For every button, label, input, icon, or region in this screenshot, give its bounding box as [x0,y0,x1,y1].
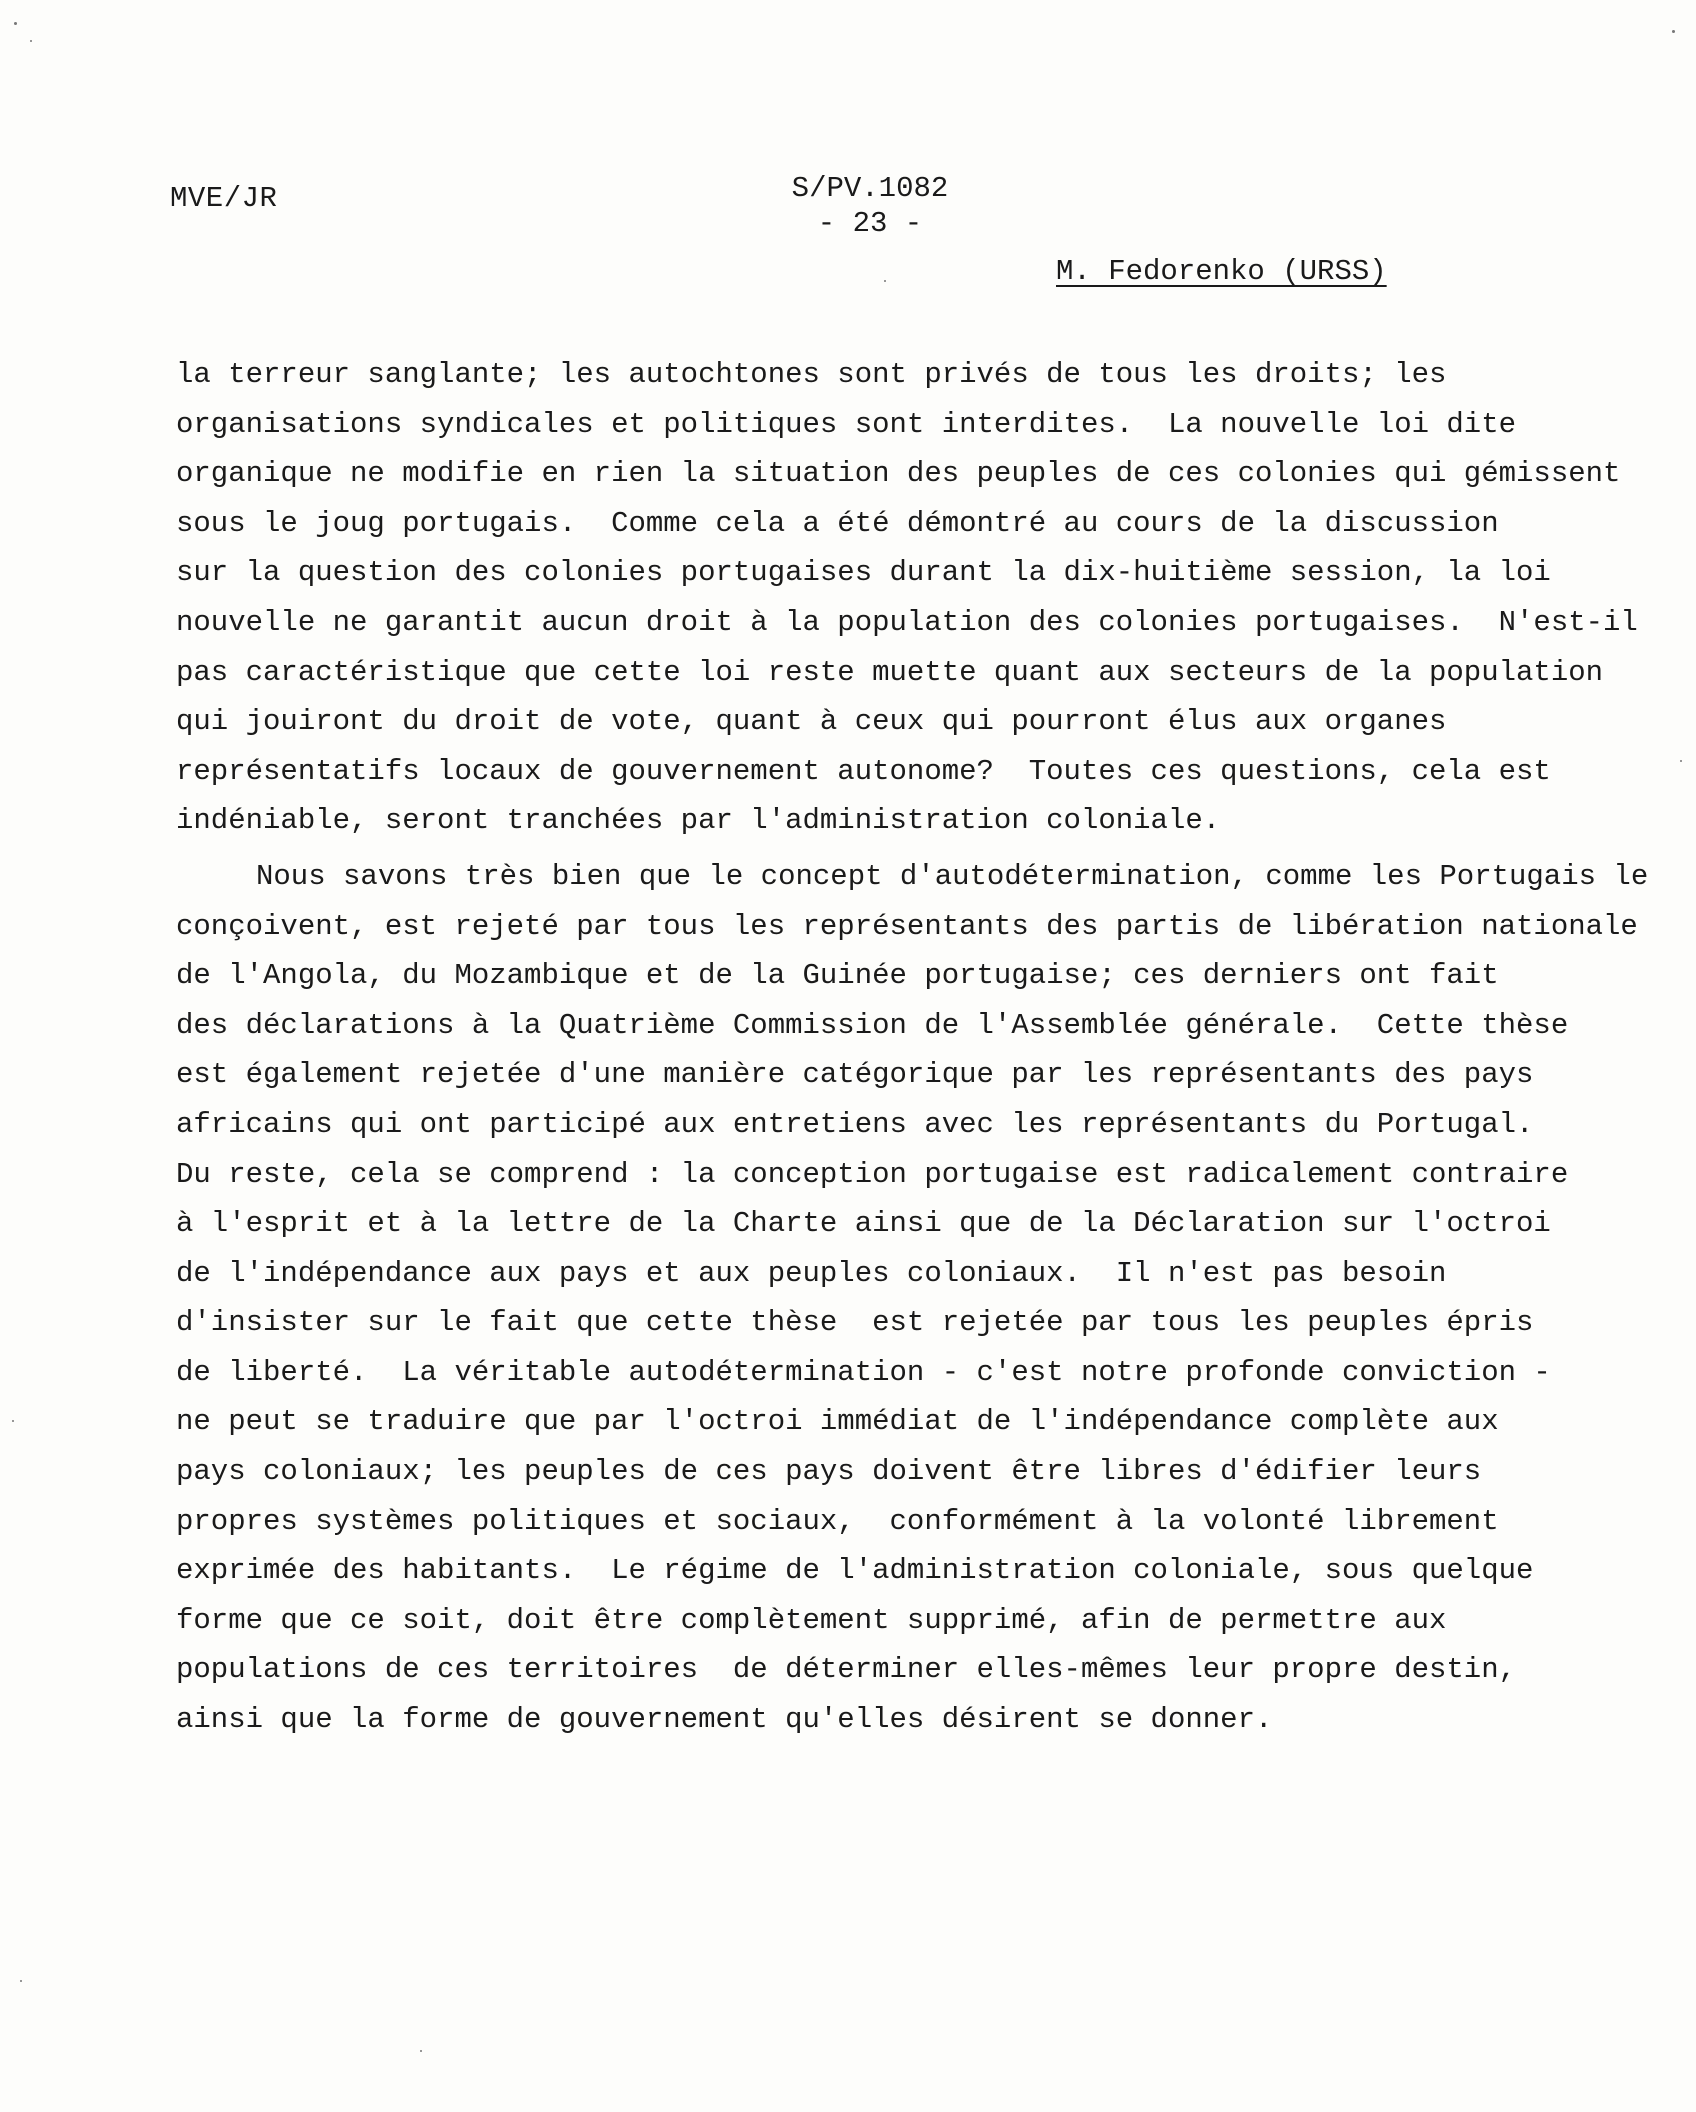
reference-code: MVE/JR [170,182,278,215]
text-line: de l'indépendance aux pays et aux peuples coloniaux. Il n'est pas besoin [176,1256,1447,1290]
page-number: - 23 - [817,207,923,240]
text-line: ainsi que la forme de gouvernement qu'elles désirent se donner. [176,1703,1273,1737]
scan-speck [1672,30,1675,33]
document-body [176,350,1649,1745]
text-line: de liberté. La véritable autodétermination - c'est notre profonde conviction - [176,1355,1551,1389]
text-line: propres systèmes politiques et sociaux, conformément à la volonté librement [176,1504,1499,1538]
document-header-center [790,172,950,240]
text-line: pas caractéristique que cette loi reste muette quant aux secteurs de la population [176,655,1604,689]
text-line: forme que ce soit, doit être complètement supprimé, afin de permettre aux [176,1603,1447,1637]
text-line: à l'esprit et à la lettre de la Charte ainsi que de la Déclaration sur l'octroi [176,1207,1551,1241]
text-line: des déclarations à la Quatrième Commission de l'Assemblée générale. Cette thèse [176,1008,1569,1042]
text-line: la terreur sanglante; les autochtones sont privés de tous les droits; les [176,358,1447,391]
text-line: populations de ces territoires de déterminer elles-mêmes leur propre destin, [176,1653,1517,1687]
document-symbol: S/PV.1082 [791,172,949,205]
text-line: représentatifs locaux de gouvernement autonome? Toutes ces questions, cela est [176,754,1551,788]
scan-speck [1680,760,1682,762]
text-line: sur la question des colonies portugaises durant la dix-huitième session, la loi [176,556,1551,590]
text-line: de l'Angola, du Mozambique et de la Guinée portugaise; ces derniers ont fait [176,959,1499,993]
scan-speck [20,1980,22,1982]
text-line: est également rejetée d'une manière catégorique par les représentants des pays [176,1058,1534,1092]
text-line: Du reste, cela se comprend : la conception portugaise est radicalement contraire [176,1157,1569,1191]
text-line: organisations syndicales et politiques sont interdites. La nouvelle loi dite [176,407,1517,441]
text-line: conçoivent, est rejeté par tous les représentants des partis de libération nationale [176,909,1638,943]
scan-speck [420,2050,422,2052]
paragraph-2 [176,852,1649,1745]
text-line: indéniable, seront tranchées par l'administration coloniale. [176,804,1221,838]
scan-speck [30,40,32,42]
text-line: organique ne modifie en rien la situation des peuples de ces colonies qui gémissent [176,457,1621,491]
text-line: pays coloniaux; les peuples de ces pays doivent être libres d'édifier leurs [176,1455,1482,1489]
text-line: africains qui ont participé aux entretiens avec les représentants du Portugal. [176,1107,1534,1141]
scan-speck [12,1420,14,1422]
text-line: qui jouiront du droit de vote, quant à ceux qui pourront élus aux organes [176,705,1447,739]
paragraph-1 [176,350,1638,846]
speaker-name: M. Fedorenko (URSS) [1056,255,1387,288]
text-line: Nous savons très bien que le concept d'autodétermination, comme les Portugais le [256,859,1649,893]
text-line: d'insister sur le fait que cette thèse est rejetée par tous les peuples épris [176,1306,1534,1340]
scan-speck [884,280,886,282]
scan-speck [14,22,17,25]
text-line: ne peut se traduire que par l'octroi immédiat de l'indépendance complète aux [176,1405,1499,1439]
text-line: nouvelle ne garantit aucun droit à la population des colonies portugaises. N'est-il [176,605,1638,639]
text-line: sous le joug portugais. Comme cela a été démontré au cours de la discussion [176,506,1499,540]
text-line: exprimée des habitants. Le régime de l'administration coloniale, sous quelque [176,1554,1534,1588]
